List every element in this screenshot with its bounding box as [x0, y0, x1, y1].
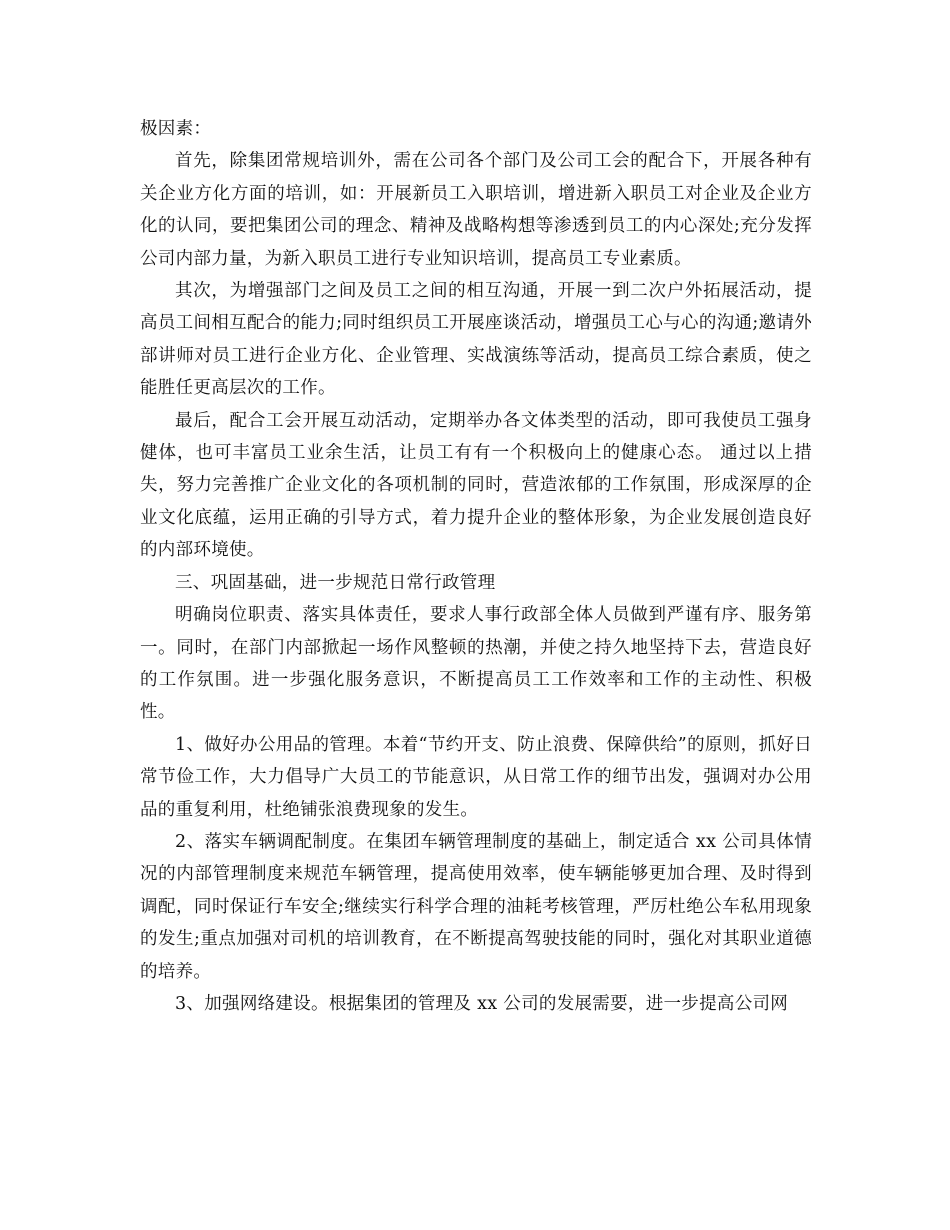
section-heading: 三、巩固基础，进一步规范日常行政管理 — [175, 572, 496, 593]
list-item-vehicle-dispatch: 2、落实车辆调配制度。在集团车辆管理制度的基础上，制定适合 xx 公司具体情况的内部管理制度来规范车辆管理，提高使用效率，使车辆能够更加合理、及时得到调配，同时保证行车安全;继续实行科学合理的油耗考核管理，严厉杜绝公车私用现象的发生;重点加强对司机的培训教育，在不断提高驾驶技能的同时，强化对其职业道德的培养。 — [140, 831, 812, 982]
paragraph-culture-activities: 最后，配合工会开展互动活动，定期举办各文体类型的活动，即可我使员工强身健体，也可丰富员工业余生活，让员工有有一个积极向上的健康心态。 通过以上措失，努力完善推广企业文化的各项机制的同时，营造浓郁的工作氛围，形成深厚的企业文化底蕴，运用正确的引导方式，着力提升企业的整体形象，为企业发展创造良好的内部环境使。 — [140, 410, 812, 561]
document-body — [140, 113, 812, 1020]
paragraph-responsibilities: 明确岗位职责、落实具体责任，要求人事行政部全体人员做到严谨有序、服务第一。同时，在部门内部掀起一场作风整顿的热潮，并使之持久地坚持下去，营造良好的工作氛围。进一步强化服务意识，不断提高员工工作效率和工作的主动性、积极性。 — [140, 605, 812, 723]
list-item-network-construction: 3、加强网络建设。根据集团的管理及 xx 公司的发展需要，进一步提高公司网 — [175, 993, 789, 1014]
list-item-office-supplies: 1、做好办公用品的管理。本着“节约开支、防止浪费、保障供给”的原则，抓好日常节俭工作，大力倡导广大员工的节能意识，从日常工作的细节出发，强调对办公用品的重复利用，杜绝铺张浪费现象的发生。 — [140, 734, 812, 820]
paragraph-communication: 其次，为增强部门之间及员工之间的相互沟通，开展一到二次户外拓展活动，提高员工间相互配合的能力;同时组织员工开展座谈活动，增强员工心与心的沟通;邀请外部讲师对员工进行企业方化、企业管理、实战演练等活动，提高员工综合素质，使之能胜任更高层次的工作。 — [140, 281, 812, 399]
paragraph-continuation: 极因素： — [140, 119, 212, 139]
paragraph-training: 首先，除集团常规培训外，需在公司各个部门及公司工会的配合下，开展各种有关企业方化方面的培训，如：开展新员工入职培训，增进新入职员工对企业及企业方化的认同，要把集团公司的理念、精神及战略构想等渗透到员工的内心深处;充分发挥公司内部力量，为新入职员工进行专业知识培训，提高员工专业素质。 — [140, 151, 812, 269]
